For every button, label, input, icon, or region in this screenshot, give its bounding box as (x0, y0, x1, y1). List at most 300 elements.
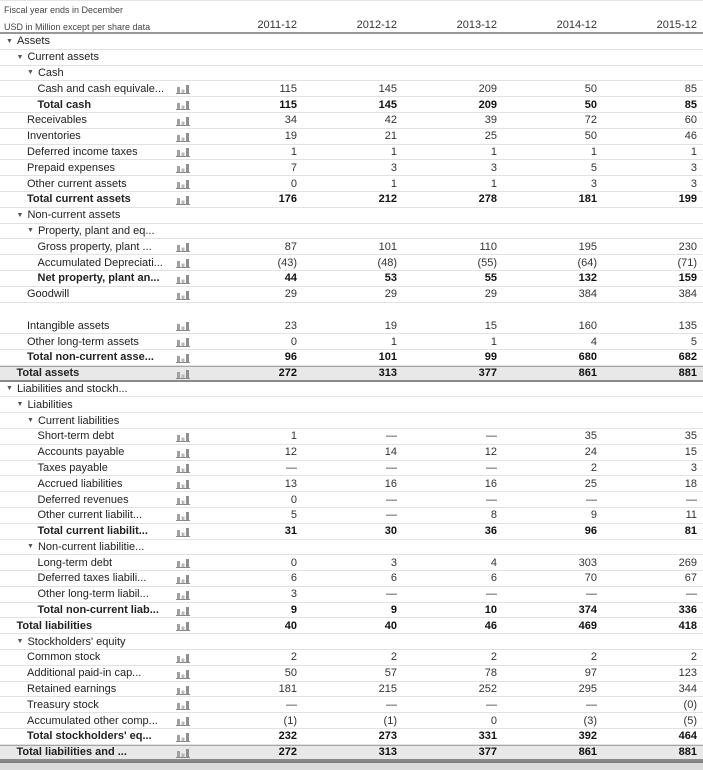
row-label (0, 35, 165, 47)
cell-value: 29 (484, 288, 497, 301)
mini-bar-chart-icon[interactable] (176, 668, 192, 679)
cell-value: 15 (684, 446, 697, 459)
row-label-text: Additional paid-in cap... (27, 667, 142, 680)
cell-value: 29 (384, 288, 397, 301)
cell-value: 278 (478, 193, 497, 206)
cell-value: 19 (284, 130, 297, 143)
section-row[interactable] (0, 224, 703, 240)
mini-bar-chart-icon[interactable] (176, 589, 192, 600)
mini-bar-chart-icon[interactable] (176, 336, 192, 347)
row-label-text: Non-current assets (27, 209, 121, 222)
section-row[interactable] (0, 208, 703, 224)
cell-value: 209 (478, 82, 497, 95)
row-label (0, 83, 165, 95)
row-label-text: Intangible assets (27, 319, 110, 332)
row-label-text: Total current assets (27, 193, 131, 206)
cell-value: 682 (678, 351, 697, 364)
cell-value: 1 (490, 145, 497, 158)
mini-bar-chart-icon[interactable] (176, 99, 192, 110)
icon-cell (165, 715, 203, 726)
table-row (0, 287, 703, 303)
row-label-text: Long-term debt (37, 556, 113, 569)
icon-cell (165, 668, 203, 679)
cell-value: 230 (678, 240, 697, 253)
table-row (0, 97, 703, 113)
cell-value: 42 (384, 114, 397, 127)
cell-value: 9 (590, 509, 597, 522)
cell-value: 881 (678, 746, 697, 759)
row-label-text: Accrued liabilities (37, 477, 123, 490)
cell-value: 50 (584, 98, 597, 111)
cell-value: 252 (478, 683, 497, 696)
row-label (0, 51, 165, 63)
cell-value: 418 (678, 619, 697, 632)
table-row (0, 618, 703, 634)
cell-value: 44 (284, 272, 297, 285)
row-label-text: Total cash (37, 98, 92, 111)
horizontal-scrollbar-track[interactable] (0, 761, 703, 770)
row-label-text: Other current liabilit... (37, 509, 143, 522)
cell-value: 29 (284, 288, 297, 301)
row-label-text: Other current assets (27, 177, 127, 190)
icon-cell (165, 462, 203, 473)
mini-bar-chart-icon[interactable] (176, 257, 192, 268)
mini-bar-chart-icon[interactable] (176, 478, 192, 489)
row-label-text: Non-current liabilitie... (37, 540, 145, 553)
table-row (0, 666, 703, 682)
cell-value: 1 (390, 335, 397, 348)
cell-value: 53 (384, 272, 397, 285)
section-row[interactable] (0, 634, 703, 650)
cell-value: 0 (290, 556, 297, 569)
cell-value: 6 (390, 572, 397, 585)
cell-value: 40 (284, 619, 297, 632)
row-label (0, 257, 165, 269)
mini-bar-chart-icon[interactable] (176, 731, 192, 742)
row-label-text: Total non-current asse... (27, 351, 154, 364)
icon-cell (165, 131, 203, 142)
row-label (0, 193, 165, 205)
cell-value: 881 (678, 367, 697, 380)
mini-bar-chart-icon[interactable] (176, 83, 192, 94)
mini-bar-chart-icon[interactable] (176, 510, 192, 521)
cell-value: — (486, 588, 497, 601)
cell-value: — (586, 698, 597, 711)
row-label-text: Total non-current liab... (37, 604, 159, 617)
row-label-text: Net property, plant an... (37, 272, 160, 285)
cell-value: — (386, 493, 397, 506)
row-label (0, 130, 165, 142)
cell-value: 12 (284, 446, 297, 459)
table-row (0, 587, 703, 603)
mini-bar-chart-icon[interactable] (176, 526, 192, 537)
mini-bar-chart-icon[interactable] (176, 699, 192, 710)
cell-value: 16 (484, 477, 497, 490)
row-label (0, 667, 165, 679)
cell-value: — (386, 698, 397, 711)
icon-cell (165, 99, 203, 110)
cell-value: 25 (584, 477, 597, 490)
cell-value: 1 (690, 145, 697, 158)
mini-bar-chart-icon[interactable] (176, 431, 192, 442)
cell-value: 60 (684, 114, 697, 127)
row-label-text: Accounts payable (37, 446, 125, 459)
cell-value: 0 (490, 714, 497, 727)
cell-value: 101 (378, 351, 397, 364)
row-label (0, 636, 165, 648)
cell-value: 36 (484, 525, 497, 538)
cell-value: 272 (278, 746, 297, 759)
cell-value: 2 (590, 461, 597, 474)
cell-value: (1) (283, 714, 297, 727)
cell-value: — (486, 698, 497, 711)
icon-cell (165, 557, 203, 568)
row-label (0, 351, 165, 363)
cell-value: 18 (684, 477, 697, 490)
table-body (0, 34, 703, 761)
section-row[interactable] (0, 66, 703, 82)
cell-value: 16 (384, 477, 397, 490)
row-label-text: Total stockholders' eq... (27, 730, 152, 743)
cell-value: 4 (590, 335, 597, 348)
table-row (0, 508, 703, 524)
cell-value: 269 (678, 556, 697, 569)
row-label (0, 462, 165, 474)
cell-value: 1 (390, 177, 397, 190)
mini-bar-chart-icon[interactable] (176, 747, 192, 758)
collapse-triangle-icon[interactable]: ▼ (16, 401, 24, 409)
cell-value: 8 (490, 509, 497, 522)
row-label-text: Taxes payable (37, 461, 108, 474)
cell-value: 101 (378, 240, 397, 253)
column-header: 2012-12 (356, 19, 397, 31)
row-label (0, 383, 165, 395)
section-row[interactable] (0, 397, 703, 413)
icon-cell (165, 178, 203, 189)
icon-cell (165, 573, 203, 584)
table-row (0, 555, 703, 571)
cell-value: 377 (478, 367, 497, 380)
icon-cell (165, 352, 203, 363)
cell-value: 10 (484, 604, 497, 617)
collapse-triangle-icon[interactable]: ▼ (16, 211, 24, 219)
cell-value: 2 (690, 651, 697, 664)
row-label-text: Gross property, plant ... (37, 240, 152, 253)
table-row (0, 571, 703, 587)
row-label (0, 272, 165, 284)
cell-value: 295 (578, 683, 597, 696)
mini-bar-chart-icon[interactable] (176, 573, 192, 584)
row-label (0, 478, 165, 490)
cell-value: (0) (683, 698, 697, 711)
cell-value: 11 (685, 509, 697, 522)
cell-value: 35 (584, 430, 597, 443)
section-row[interactable] (0, 540, 703, 556)
row-label (0, 320, 165, 332)
row-label (0, 604, 165, 616)
table-row (0, 160, 703, 176)
cell-value: 15 (484, 319, 497, 332)
table-row (0, 697, 703, 713)
cell-value: 1 (590, 145, 597, 158)
table-row (0, 492, 703, 508)
icon-cell (165, 320, 203, 331)
row-label (0, 162, 165, 174)
cell-value: 3 (490, 161, 497, 174)
mini-bar-chart-icon[interactable] (176, 494, 192, 505)
cell-value: — (586, 588, 597, 601)
cell-value: 176 (278, 193, 297, 206)
cell-value: 195 (578, 240, 597, 253)
icon-cell (165, 273, 203, 284)
cell-value: 159 (678, 272, 697, 285)
cell-value: 14 (384, 446, 397, 459)
icon-cell (165, 620, 203, 631)
cell-value: 50 (584, 82, 597, 95)
cell-value: 680 (578, 351, 597, 364)
collapse-triangle-icon[interactable]: ▼ (27, 417, 34, 425)
mini-bar-chart-icon[interactable] (176, 684, 192, 695)
mini-bar-chart-icon[interactable] (176, 241, 192, 252)
mini-bar-chart-icon[interactable] (176, 194, 192, 205)
table-row (0, 113, 703, 129)
row-label-text: Total assets (16, 367, 80, 380)
cell-value: — (386, 430, 397, 443)
row-label-text: Total liabilities (16, 619, 93, 632)
row-label (0, 683, 165, 695)
table-row (0, 145, 703, 161)
row-label (0, 509, 165, 521)
table-row (0, 729, 703, 745)
cell-value: 2 (490, 651, 497, 664)
row-label (0, 715, 165, 727)
row-label (0, 288, 165, 300)
cell-value: (64) (577, 256, 597, 269)
cell-value: 24 (584, 446, 597, 459)
cell-value: — (286, 461, 297, 474)
cell-value: 87 (284, 240, 297, 253)
row-label (0, 541, 165, 553)
row-label-text: Liabilities and stockh... (16, 382, 128, 395)
table-row (0, 445, 703, 461)
cell-value: 145 (378, 82, 397, 95)
row-label (0, 114, 165, 126)
mini-bar-chart-icon[interactable] (176, 178, 192, 189)
cell-value: 1 (290, 145, 297, 158)
cell-value: (43) (277, 256, 297, 269)
mini-bar-chart-icon[interactable] (176, 273, 192, 284)
cell-value: 19 (384, 319, 397, 332)
icon-cell (165, 526, 203, 537)
table-row (0, 176, 703, 192)
cell-value: 97 (584, 667, 597, 680)
cell-value: 35 (684, 430, 697, 443)
mini-bar-chart-icon[interactable] (176, 115, 192, 126)
table-row (0, 192, 703, 208)
cell-value: 181 (578, 193, 597, 206)
row-label (0, 99, 165, 111)
cell-value: 12 (484, 446, 497, 459)
cell-value: 1 (290, 430, 297, 443)
row-label (0, 746, 165, 758)
mini-bar-chart-icon[interactable] (176, 162, 192, 173)
icon-cell (165, 241, 203, 252)
column-header: 2013-12 (456, 19, 497, 31)
section-row[interactable] (0, 50, 703, 66)
cell-value: 135 (678, 319, 697, 332)
row-label (0, 430, 165, 442)
mini-bar-chart-icon[interactable] (176, 557, 192, 568)
row-label (0, 730, 165, 742)
cell-value: 67 (684, 572, 697, 585)
cell-value: 81 (684, 525, 697, 538)
section-row[interactable] (0, 34, 703, 50)
collapse-triangle-icon[interactable]: ▼ (27, 227, 34, 235)
table-row (0, 476, 703, 492)
row-label (0, 494, 165, 506)
collapse-triangle-icon[interactable]: ▼ (16, 638, 24, 646)
cell-value: 72 (584, 114, 597, 127)
section-row[interactable] (0, 413, 703, 429)
mini-bar-chart-icon[interactable] (176, 447, 192, 458)
cell-value: 3 (690, 161, 697, 174)
fiscal-year-note: Fiscal year ends in December (4, 5, 124, 15)
mini-bar-chart-icon[interactable] (176, 462, 192, 473)
row-label (0, 399, 165, 411)
cell-value: 5 (290, 509, 297, 522)
icon-cell (165, 747, 203, 758)
row-label-text: Short-term debt (37, 430, 114, 443)
row-label (0, 446, 165, 458)
collapse-triangle-icon[interactable]: ▼ (6, 385, 13, 393)
mini-bar-chart-icon[interactable] (176, 352, 192, 363)
cell-value: 1 (490, 335, 497, 348)
row-label (0, 67, 165, 79)
cell-value: (48) (377, 256, 397, 269)
row-label-text: Retained earnings (27, 683, 117, 696)
cell-value: 215 (378, 683, 397, 696)
cell-value: 0 (290, 335, 297, 348)
mini-bar-chart-icon[interactable] (176, 605, 192, 616)
cell-value: 3 (390, 161, 397, 174)
cell-value: 46 (484, 619, 497, 632)
mini-bar-chart-icon[interactable] (176, 715, 192, 726)
cell-value: 3 (390, 556, 397, 569)
cell-value: 384 (678, 288, 697, 301)
cell-value: 2 (590, 651, 597, 664)
row-label-text: Cash and cash equivale... (37, 82, 165, 95)
cell-value: — (686, 588, 697, 601)
row-label (0, 178, 165, 190)
cell-value: 331 (478, 730, 497, 743)
cell-value: 5 (590, 161, 597, 174)
collapse-triangle-icon[interactable]: ▼ (6, 37, 13, 45)
table-row (0, 81, 703, 97)
cell-value: (1) (383, 714, 397, 727)
table-header (0, 16, 703, 34)
cell-value: 3 (690, 177, 697, 190)
cell-value: 55 (484, 272, 497, 285)
cell-value: 31 (284, 525, 297, 538)
cell-value: 303 (578, 556, 597, 569)
icon-cell (165, 431, 203, 442)
icon-cell (165, 194, 203, 205)
mini-bar-chart-icon[interactable] (176, 289, 192, 300)
row-label (0, 241, 165, 253)
cell-value: (5) (683, 714, 697, 727)
cell-value: 181 (278, 683, 297, 696)
icon-cell (165, 494, 203, 505)
mini-bar-chart-icon[interactable] (176, 620, 192, 631)
table-row (0, 318, 703, 334)
icon-cell (165, 478, 203, 489)
icon-cell (165, 289, 203, 300)
mini-bar-chart-icon[interactable] (176, 320, 192, 331)
cell-value: 392 (578, 730, 597, 743)
cell-value: 2 (390, 651, 397, 664)
cell-value: — (686, 493, 697, 506)
cell-value: 4 (490, 556, 497, 569)
icon-cell (165, 731, 203, 742)
row-label-text: Prepaid expenses (27, 161, 116, 174)
cell-value: 374 (578, 604, 597, 617)
mini-bar-chart-icon[interactable] (176, 368, 192, 379)
table-row (0, 366, 703, 382)
cell-value: 313 (378, 746, 397, 759)
row-label-text: Treasury stock (27, 698, 99, 711)
icon-cell (165, 146, 203, 157)
cell-value: 5 (690, 335, 697, 348)
row-label-text: Deferred taxes liabili... (37, 572, 147, 585)
cell-value: — (486, 493, 497, 506)
icon-cell (165, 83, 203, 94)
row-label (0, 146, 165, 158)
row-label-text: Accumulated other comp... (27, 714, 158, 727)
mini-bar-chart-icon[interactable] (176, 652, 192, 663)
cell-value: — (486, 430, 497, 443)
mini-bar-chart-icon[interactable] (176, 146, 192, 157)
collapse-triangle-icon[interactable]: ▼ (27, 69, 34, 77)
table-row (0, 239, 703, 255)
collapse-triangle-icon[interactable]: ▼ (27, 543, 34, 551)
collapse-triangle-icon[interactable]: ▼ (16, 53, 24, 61)
table-row (0, 650, 703, 666)
row-label-text: Receivables (27, 114, 87, 127)
icon-cell (165, 447, 203, 458)
cell-value: 3 (590, 177, 597, 190)
cell-value: 344 (678, 683, 697, 696)
cell-value: — (586, 493, 597, 506)
cell-value: 3 (290, 588, 297, 601)
cell-value: 377 (478, 746, 497, 759)
units-note: USD in Million except per share data (4, 22, 151, 32)
column-header: 2014-12 (556, 19, 597, 31)
cell-value: 199 (678, 193, 697, 206)
row-label-text: Property, plant and eq... (37, 224, 155, 237)
cell-value: 57 (384, 667, 397, 680)
section-row[interactable] (0, 382, 703, 398)
icon-cell (165, 162, 203, 173)
row-label (0, 572, 165, 584)
icon-cell (165, 368, 203, 379)
row-label-text: Other long-term assets (27, 335, 139, 348)
row-label (0, 557, 165, 569)
cell-value: 99 (484, 351, 497, 364)
table-row (0, 461, 703, 477)
cell-value: 40 (384, 619, 397, 632)
row-label-text: Stockholders' equity (27, 635, 126, 648)
mini-bar-chart-icon[interactable] (176, 131, 192, 142)
